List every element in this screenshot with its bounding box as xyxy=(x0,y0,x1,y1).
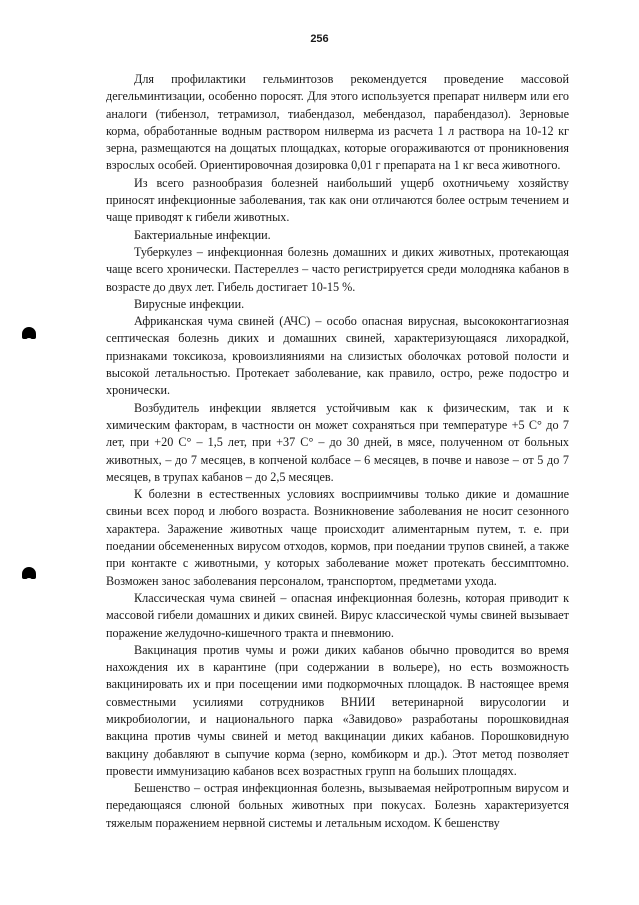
body-text xyxy=(106,71,569,832)
margin-hole-mark-icon xyxy=(22,567,36,579)
paragraph-african-swine-fever: Африканская чума свиней (АЧС) – особо опасная вирусная, высококонтагиозная септическая болезнь диких и домашних свиней, характеризующаяся лихорадкой, признаками токсикоза, кровоизлияниями на слизистых оболочках ротовой полости и высокой летальностью. Протекает заболевание, как правило, остро, реже подостро и хронически. xyxy=(106,314,569,398)
paragraph-helminth-prevention: Для профилактики гельминтозов рекомендуется проведение массовой дегельминтизации, особенно поросят. Для этого используется препарат нилверм или его аналоги (тибензол, тетрамизол, тиабендазол, мебендазол, парабендазол). Зерновые корма, обработанные водным раствором нилверма из расчета 1 л раствора на 10-12 кг зерна, размещаются на дощатых площадках, которые огораживаются от проникновения взрослых особей. Ориентировочная дозировка 0,01 г препарата на 1 кг веса животного. xyxy=(106,72,569,173)
heading-bacterial-infections: Бактериальные инфекции. xyxy=(134,227,271,242)
paragraph-classical-swine-fever: Классическая чума свиней – опасная инфекционная болезнь, которая приводит к массовой гибели домашних и диких свиней. Вирус классической чумы свиней вызывает поражение желудочно-кишечного тракта и пневмонию. xyxy=(106,590,569,640)
page-number: 256 xyxy=(310,33,329,45)
heading-viral-infections: Вирусные инфекции. xyxy=(134,296,245,311)
paragraph-vaccination: Вакцинация против чумы и рожи диких кабанов обычно проводится во время нахождения их в карантине (при содержании в вольере), но есть возможность вакцинировать их и при посещении ими подкормочных площадок. В настоящее время совместными усилиями сотрудников ВНИИ ветеринарной вирусологии и микробиологии, и национального парка «Завидово» разработаны порошковидная вакцина против чумы свиней и метод вакцинации диких кабанов. Порошковидную вакцину добавляют в сыпучие корма (зерно, комбикорм и др.). Этот метод позволяет провести иммунизацию кабанов всех возрастных групп на больших площадях. xyxy=(106,642,569,778)
paragraph-susceptibility: К болезни в естественных условиях восприимчивы только дикие и домашние свиньи всех пород и любого возраста. Возникновение заболевания не носит сезонного характера. Заражение животных чаще происходит алиментарным путем, т. е. при поедании обсемененных вирусом отходов, кормов, при поедании трупов свиней, а также при контакте с животными, у которых заболевание может протекать бессимптомно. Возможен занос заболевания персоналом, транспортом, предметами ухода. xyxy=(106,487,569,588)
paragraph-tuberculosis: Туберкулез – инфекционная болезнь домашних и диких животных, протекающая чаще всего хронически. Пастереллез – часто регистрируется среди молодняка кабанов в возрасте до двух лет. Гибель достигает 10-15 %. xyxy=(106,244,569,294)
paragraph-pathogen-resistance: Возбудитель инфекции является устойчивым как к физическим, так и к химическим факторам, в частности он может сохраняться при температуре +5 С° до 7 лет, при +20 С° – 1,5 лет, при +37 С° – до 30 дней, в мясе, полученном от больных животных, – до 7 месяцев, в копченой колбасе – 6 месяцев, в почве и навозе – от 5 до 7 месяцев, в трупах кабанов – до 2,5 месяцев. xyxy=(106,400,569,484)
margin-hole-mark-icon xyxy=(22,327,36,339)
paragraph-infectious-damage: Из всего разнообразия болезней наибольший ущерб охотничьему хозяйству приносят инфекционные заболевания, так как они отличаются более острым течением и чаще приводят к гибели животных. xyxy=(106,175,569,225)
paragraph-rabies: Бешенство – острая инфекционная болезнь, вызываемая нейротропным вирусом и передающаяся слюной больных животных при покусах. Болезнь характеризуется тяжелым поражением нервной системы и летальным исходом. К бешенству xyxy=(106,781,569,830)
